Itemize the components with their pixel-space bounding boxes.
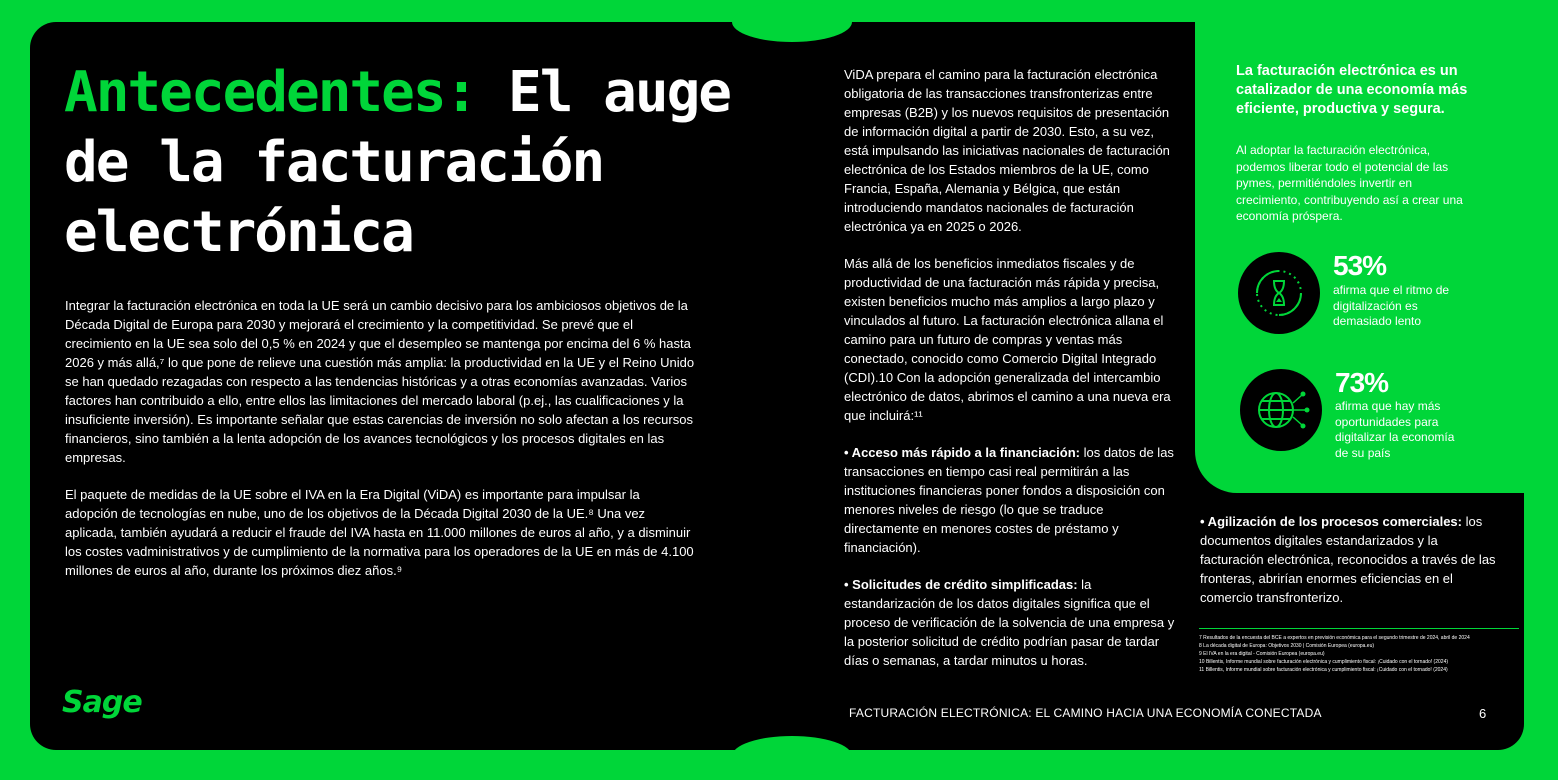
- bullet-credit-body: la estandarización de los datos digitales significa que el proceso de verificación de la solvencia de una empresa y la posterior solicitud de crédito podrían pasar de tardar días o semanas, a tardar minutos u horas.: [844, 577, 1175, 668]
- page-number: 6: [1479, 706, 1487, 721]
- bullet-financing: [844, 443, 1180, 557]
- footnote-8: 8 La década digital de Europa: Objetivos 2030 | Comisión Europea (europa.eu): [1199, 643, 1375, 649]
- paragraph-benefits: Más allá de los beneficios inmediatos fiscales y de productividad de una facturación más rápida y precisa, existen beneficios mucho más amplios a largo plazo y vinculados al futuro. La facturación electrónica allana el camino para un futuro de compras y ventas más conectado, conocido como Comercio Digital Integrado (CDI).10 Con la adopción generalizada del intercambio electrónico de datos, abrimos el camino a una nueva era que incluirá:¹¹: [844, 256, 1171, 423]
- footnote-9: 9 El IVA en la era digital - Comisión Europea (europa.eu): [1199, 651, 1325, 657]
- bullet-credit-heading: • Solicitudes de crédito simplificadas:: [844, 577, 1078, 592]
- sage-logo: Sage: [62, 685, 142, 720]
- title-rest: El auge de la facturación electrónica: [64, 60, 731, 265]
- page-notch-top: [732, 2, 852, 42]
- bullet-credit: [844, 575, 1180, 670]
- bullet-processes-body: los documentos digitales estandarizados y la facturación electrónica, reconocidos a través de las fronteras, abrirían enormes eficiencias en el comercio transfronterizo.: [1200, 514, 1496, 605]
- footer-text: FACTURACIÓN ELECTRÓNICA: EL CAMINO HACIA UNA ECONOMÍA CONECTADA: [849, 706, 1322, 720]
- bullet-processes: [1200, 512, 1500, 607]
- globe-network-icon: [1240, 369, 1322, 451]
- stat-label-opportunities: afirma que hay más oportunidades para digitalizar la economía de su país: [1335, 399, 1455, 460]
- stat-value-digitalization: 53%: [1333, 250, 1387, 281]
- bullet-financing-body: los datos de las transacciones en tiempo casi real permitirán a las instituciones financieras poner fondos a disposición con menores niveles de riesgo (lo que se traduce directamente en menores costes de préstamo y financiación).: [844, 445, 1174, 555]
- page-notch-bottom: [732, 736, 852, 776]
- bullet-processes-heading: • Agilización de los procesos comerciales:: [1200, 514, 1462, 529]
- bullet-financing-heading: • Acceso más rápido a la financiación:: [844, 445, 1080, 460]
- column-middle: [844, 65, 1180, 688]
- footnote-7: 7 Resultados de la encuesta del BCE a expertos en previsión económica para el segundo trimestre de 2024, abril de 2024: [1199, 635, 1470, 641]
- footnote-11: 11 Billentis, Informe mundial sobre facturación electrónica y cumplimiento fiscal: ¡Cuidado con el tornado! (2024): [1199, 667, 1448, 673]
- title-accent: Antecedentes:: [64, 60, 477, 125]
- panel-body: Al adoptar la facturación electrónica, podemos liberar todo el potencial de las pymes, permitiéndoles invertir en crecimiento, contribuyendo así a crear una economía próspera.: [1236, 143, 1463, 223]
- page-title: [64, 58, 764, 268]
- column-left: [65, 296, 695, 598]
- column-right: [1200, 512, 1500, 625]
- hourglass-cycle-icon: [1238, 252, 1320, 334]
- stat-value-opportunities: 73%: [1335, 367, 1389, 398]
- footnote-10: 10 Billentis, Informe mundial sobre facturación electrónica y cumplimiento fiscal: ¡Cuidado con el tornado! (2024): [1199, 659, 1449, 665]
- panel-heading: La facturación electrónica es un catalizador de una economía más eficiente, productiva y segura.: [1236, 63, 1468, 117]
- stat-label-digitalization: afirma que el ritmo de digitalización es demasiado lento: [1333, 283, 1450, 328]
- footnotes: [1199, 628, 1519, 674]
- paragraph-vida: El paquete de medidas de la UE sobre el IVA en la Era Digital (ViDA) es importante para impulsar la adopción de tecnologías en nube, uno de los objetivos de la Década Digital 2030 de la UE.⁸ Una vez aplicada, también ayudará a reducir el fraude del IVA hasta en 11.000 millones de euros al año, y a disminuir los costes vadministrativos y de cumplimiento de la normativa para los operadores de la UE en más de 4.100 millones de euros al año, durante los próximos diez años.⁹: [65, 487, 694, 578]
- paragraph-vida-mandates: ViDA prepara el camino para la facturación electrónica obligatoria de las transacciones transfronterizas entre empresas (B2B) y los nuevos requisitos de presentación de información digital a partir de 2030. Esto, a su vez, está impulsando las iniciativas nacionales de facturación electrónica de los Estados miembros de la UE, como Francia, España, Alemania y Bélgica, que están introduciendo mandatos nacionales de facturación electrónica ya en 2025 o 2026.: [844, 67, 1170, 234]
- paragraph-intro: Integrar la facturación electrónica en toda la UE será un cambio decisivo para los ambiciosos objetivos de la Década Digital de Europa para 2030 y mejorará el crecimiento y la competitividad. Se prevé que el crecimiento en la UE sea solo del 0,5 % en 2024 y que el desempleo se mantenga por encima del 6 % hasta 2026 y más allá,⁷ lo que pone de relieve una cuestión más amplia: la productividad en la UE y el Reino Unido se han quedado rezagadas con respecto a las tendencias históricas y a otras economías avanzadas. Varios factores han contribuido a ello, entre ellos las limitaciones del mercado laboral (p.ej., las cualificaciones y la insuficiente inversión). Es importante señalar que estas carencias de inversión no solo afectan a los recursos financieros, sino también a la lenta adopción de los avances tecnológicos y los procesos digitales en las empresas.: [65, 298, 695, 465]
